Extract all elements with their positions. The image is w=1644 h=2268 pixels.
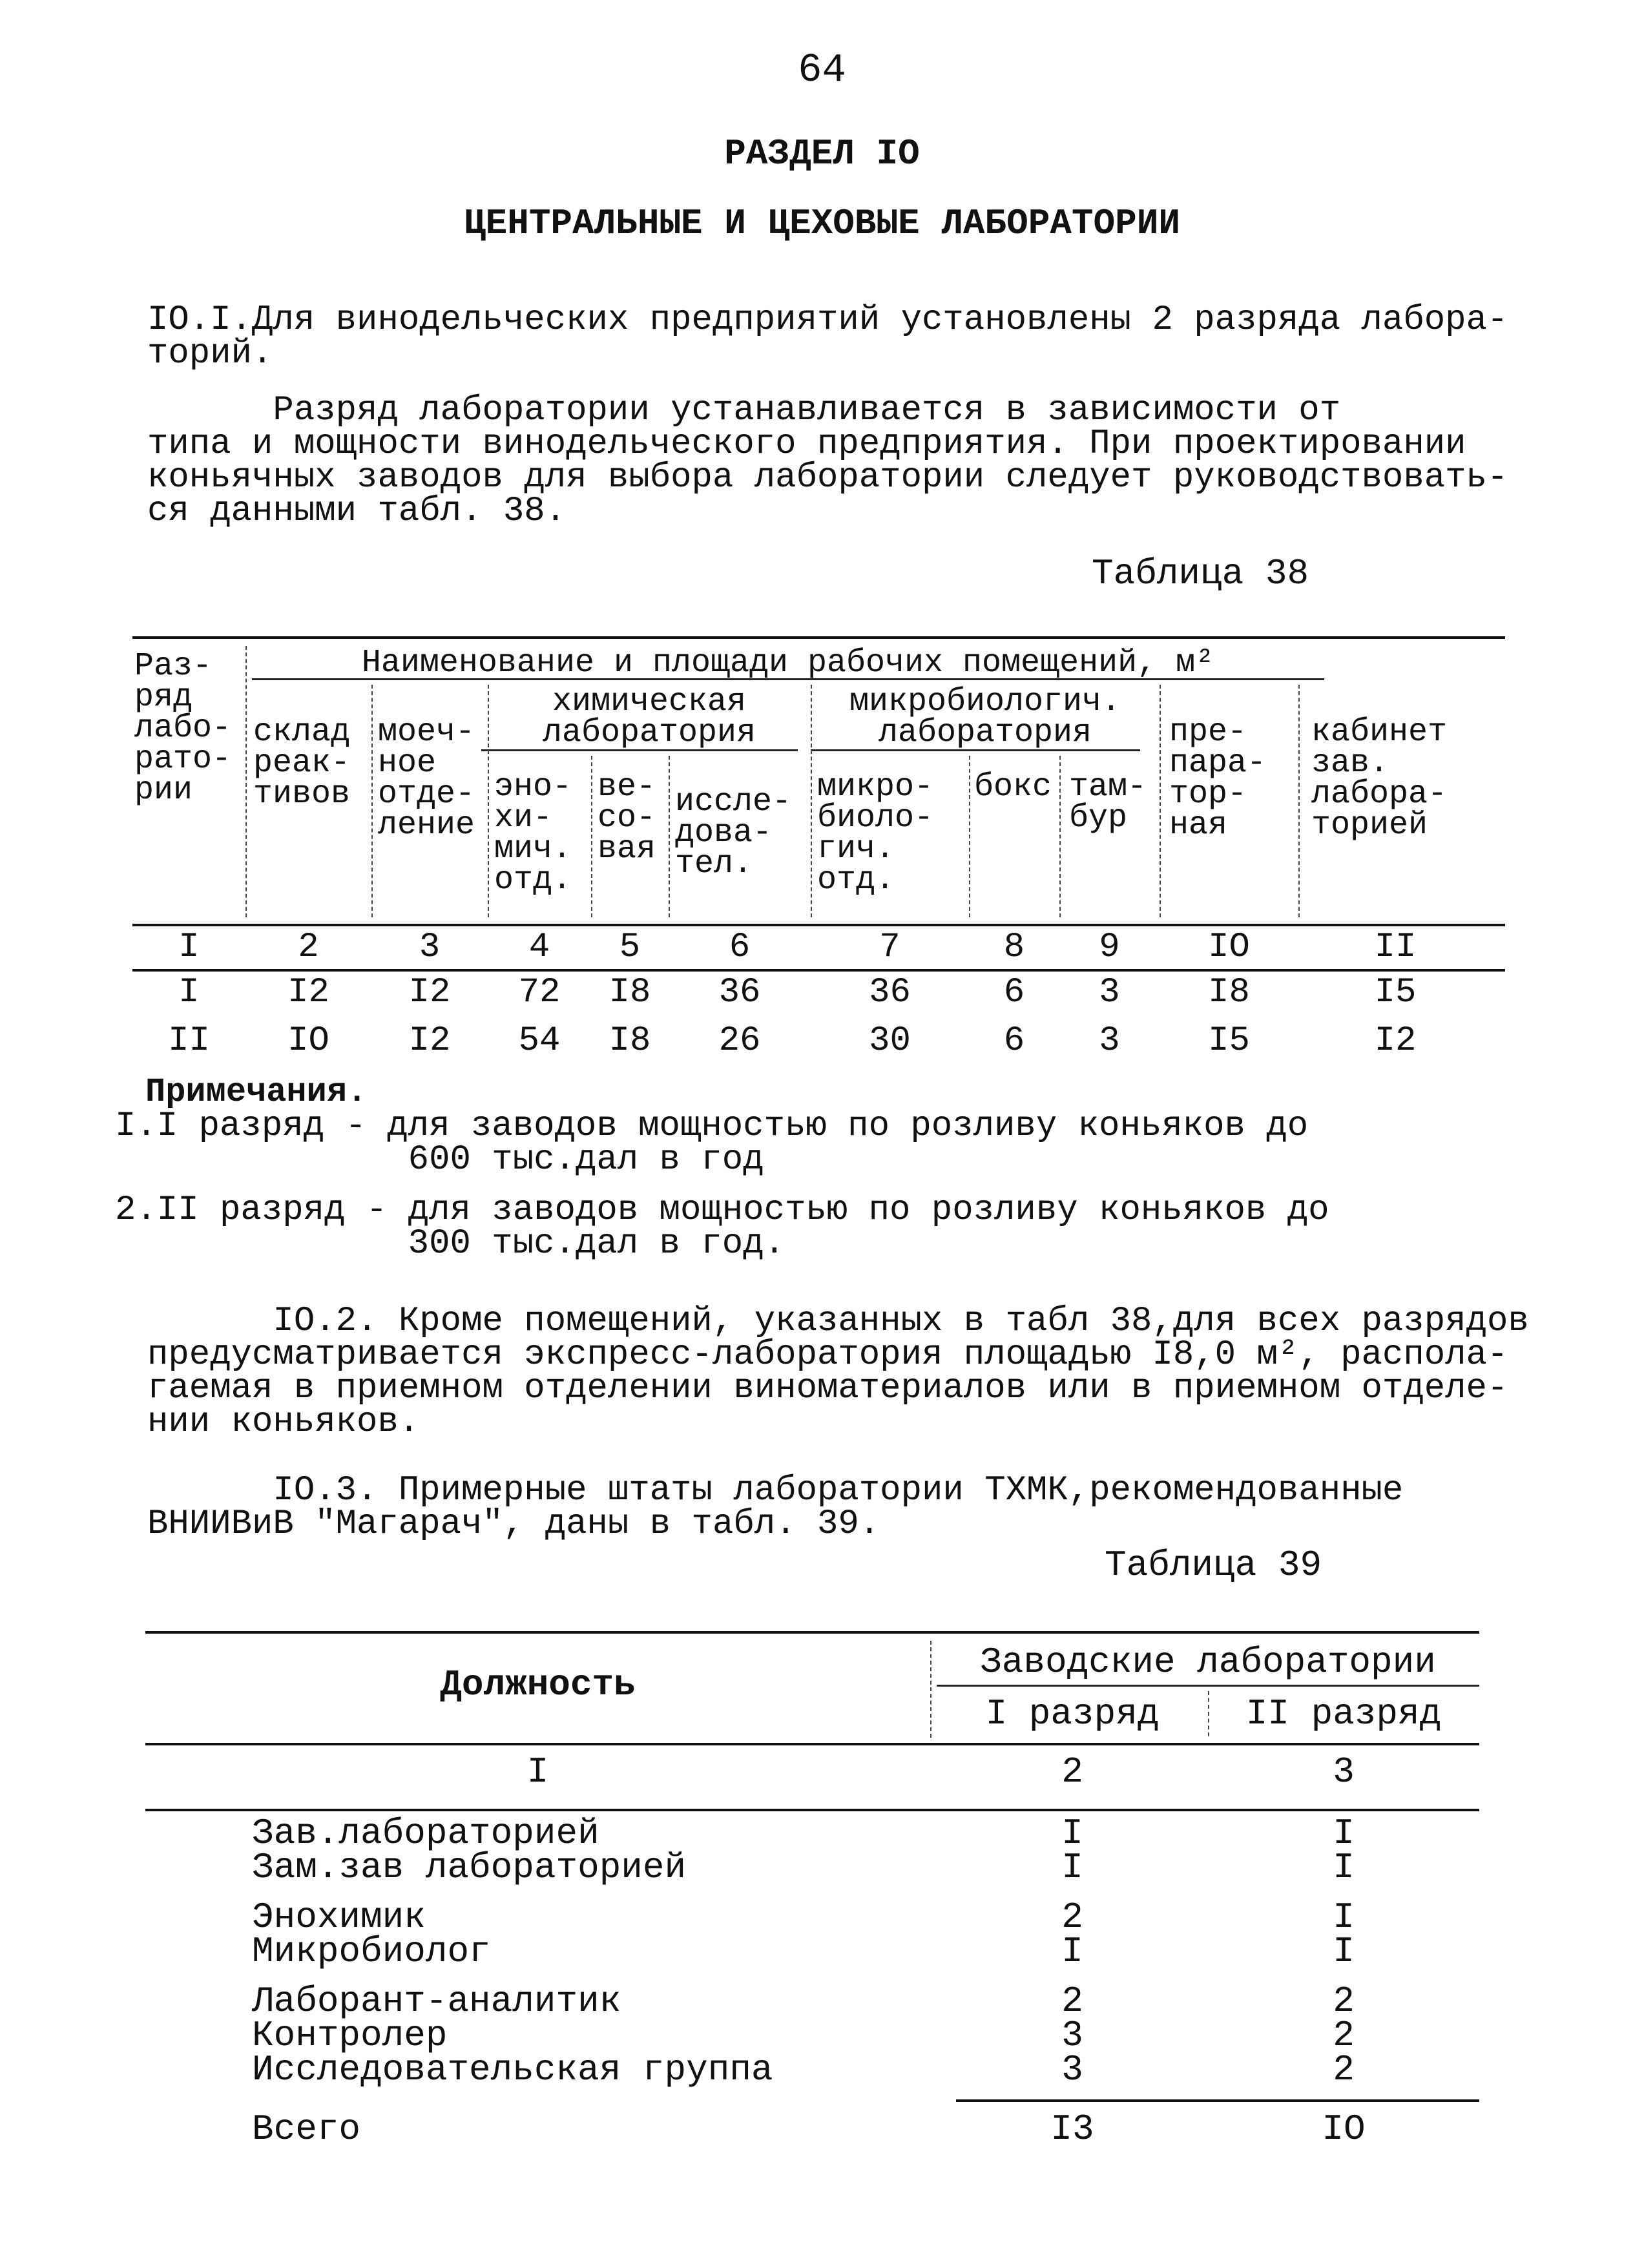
- table-39-caption: Таблица 39: [1105, 1545, 1322, 1586]
- col-tambur-header: там- бур: [1069, 769, 1147, 837]
- table-cell: I: [178, 973, 200, 1012]
- table-cell: I8: [609, 973, 651, 1012]
- col-category-header: Раз- ряд лабо- рато- рии: [134, 648, 232, 809]
- position-name: Контролер: [252, 2015, 448, 2056]
- table-cell: 72: [518, 973, 561, 1012]
- section-subtitle: ЦЕНТРАЛЬНЫЕ И ЦЕХОВЫЕ ЛАБОРАТОРИИ: [464, 203, 1180, 244]
- table-cell: 3: [1099, 973, 1120, 1012]
- col-preparator-header: пре- пара- тор- ная: [1169, 714, 1267, 844]
- col-factory-labs-header: Заводские лаборатории: [980, 1641, 1436, 1683]
- position-name: Микробиолог: [252, 1931, 491, 1972]
- table-cell: 36: [718, 973, 761, 1012]
- table-cell: I2: [408, 973, 451, 1012]
- category-2-count: I: [1333, 1897, 1355, 1938]
- table-cell: 26: [718, 1021, 761, 1061]
- category-2-count: I: [1333, 1847, 1355, 1888]
- column-number: IO: [1208, 928, 1250, 967]
- total-label: Всего: [252, 2108, 361, 2150]
- table-cell: I8: [1208, 973, 1250, 1012]
- category-1-count: I: [1061, 1813, 1083, 1854]
- category-1-count: 2: [1061, 1897, 1083, 1938]
- position-name: Исследовательская группа: [252, 2049, 773, 2090]
- column-number: 2: [1061, 1751, 1083, 1793]
- col-category-1-header: I разряд: [985, 1693, 1160, 1734]
- page-number: 64: [798, 47, 846, 93]
- table-cell: 3: [1099, 1021, 1120, 1061]
- category-2-count: I: [1333, 1931, 1355, 1972]
- category-1-count: 3: [1061, 2049, 1083, 2090]
- column-number: II: [1374, 928, 1417, 967]
- category-2-count: 2: [1333, 1981, 1355, 2022]
- table-cell: I2: [1374, 1021, 1417, 1061]
- position-name: Зав.лабораторией: [252, 1813, 599, 1854]
- table-cell: I2: [287, 973, 329, 1012]
- column-number: 8: [1003, 928, 1025, 967]
- total-category-2: IO: [1322, 2108, 1366, 2150]
- column-number: 3: [419, 928, 441, 967]
- category-1-count: I: [1061, 1931, 1083, 1972]
- column-number: 5: [619, 928, 641, 967]
- chem-lab-group-header: химическая лаборатория: [542, 683, 756, 751]
- col-sklad-header: склад реак- тивов: [253, 714, 351, 813]
- column-number: 9: [1099, 928, 1120, 967]
- table-cell: I8: [609, 1021, 651, 1061]
- category-1-count: I: [1061, 1847, 1083, 1888]
- paragraph-10-1: IO.I.Для винодельческих предприятий установлены 2 разряда лабора- торий.: [147, 300, 1508, 373]
- total-category-1: I3: [1050, 2108, 1094, 2150]
- col-moech-header: моеч- ное отде- ление: [378, 714, 475, 844]
- column-number: 2: [298, 928, 319, 967]
- position-name: Зам.зав лабораторией: [252, 1847, 687, 1888]
- table-cell: I5: [1208, 1021, 1250, 1061]
- paragraph-10-2: IO.2. Кроме помещений, указанных в табл 38,для всех разрядов предусматривается экспресс-лаборатория площадью I8,0 м², распола- гаемая в приемном отделении виноматериалов или в приемном отделе- нии коньяков.: [147, 1302, 1529, 1442]
- category-2-count: I: [1333, 1813, 1355, 1854]
- note-1: I.I разряд - для заводов мощностью по розливу коньяков до 600 тыс.дал в год: [115, 1107, 1309, 1180]
- col-kabinet-header: кабинет зав. лабора- торией: [1311, 714, 1448, 844]
- position-name: Лаборант-аналитик: [252, 1981, 621, 2022]
- table-cell: I2: [408, 1021, 451, 1061]
- col-boks-header: бокс: [974, 769, 1052, 806]
- col-position-header: Должность: [440, 1664, 636, 1705]
- table-cell: 36: [869, 973, 911, 1012]
- column-number: 3: [1333, 1751, 1355, 1793]
- rooms-group-header: Наименование и площади рабочих помещений, м²: [361, 645, 1215, 681]
- paragraph-10-1-continued: Разряд лаборатории устанавливается в зависимости от типа и мощности винодельческого предприятия. При проектировании коньячных заводов для выбора лаборатории следует руководствовать- ся данными табл. 38.: [147, 391, 1508, 531]
- table-cell: 54: [518, 1021, 561, 1061]
- column-number: 4: [528, 928, 550, 967]
- table-cell: IO: [287, 1021, 329, 1061]
- category-1-count: 2: [1061, 1981, 1083, 2022]
- category-2-count: 2: [1333, 2015, 1355, 2056]
- category-2-count: 2: [1333, 2049, 1355, 2090]
- col-vesovaya-header: ве- со- вая: [598, 769, 656, 868]
- note-2: 2.II разряд - для заводов мощностью по розливу коньяков до 300 тыс.дал в год.: [115, 1191, 1329, 1264]
- table-cell: 30: [869, 1021, 911, 1061]
- column-number: 7: [879, 928, 900, 967]
- table-cell: II: [168, 1021, 210, 1061]
- table-cell: I5: [1374, 973, 1417, 1012]
- col-category-2-header: II разряд: [1245, 1693, 1442, 1734]
- section-title: РАЗДЕЛ IO: [724, 133, 920, 174]
- col-enochem-header: эно- хи- мич. отд.: [494, 769, 572, 899]
- notes-title: Примечания.: [145, 1073, 368, 1111]
- table-cell: 6: [1003, 973, 1025, 1012]
- col-issled-header: иссле- дова- тел.: [675, 784, 792, 882]
- category-1-count: 3: [1061, 2015, 1083, 2056]
- column-number: I: [178, 928, 200, 967]
- table-cell: 6: [1003, 1021, 1025, 1061]
- micro-lab-group-header: микробиологич. лаборатория: [849, 683, 1121, 751]
- column-number: 6: [729, 928, 751, 967]
- table-38-caption: Таблица 38: [1092, 553, 1309, 594]
- position-name: Энохимик: [252, 1897, 426, 1938]
- col-microbio-header: микро- биоло- гич. отд.: [817, 769, 934, 899]
- column-number: I: [526, 1751, 549, 1793]
- paragraph-10-3: IO.3. Примерные штаты лаборатории ТХМК,рекомендованные ВНИИВиВ "Магарач", даны в табл. 39.: [147, 1471, 1404, 1544]
